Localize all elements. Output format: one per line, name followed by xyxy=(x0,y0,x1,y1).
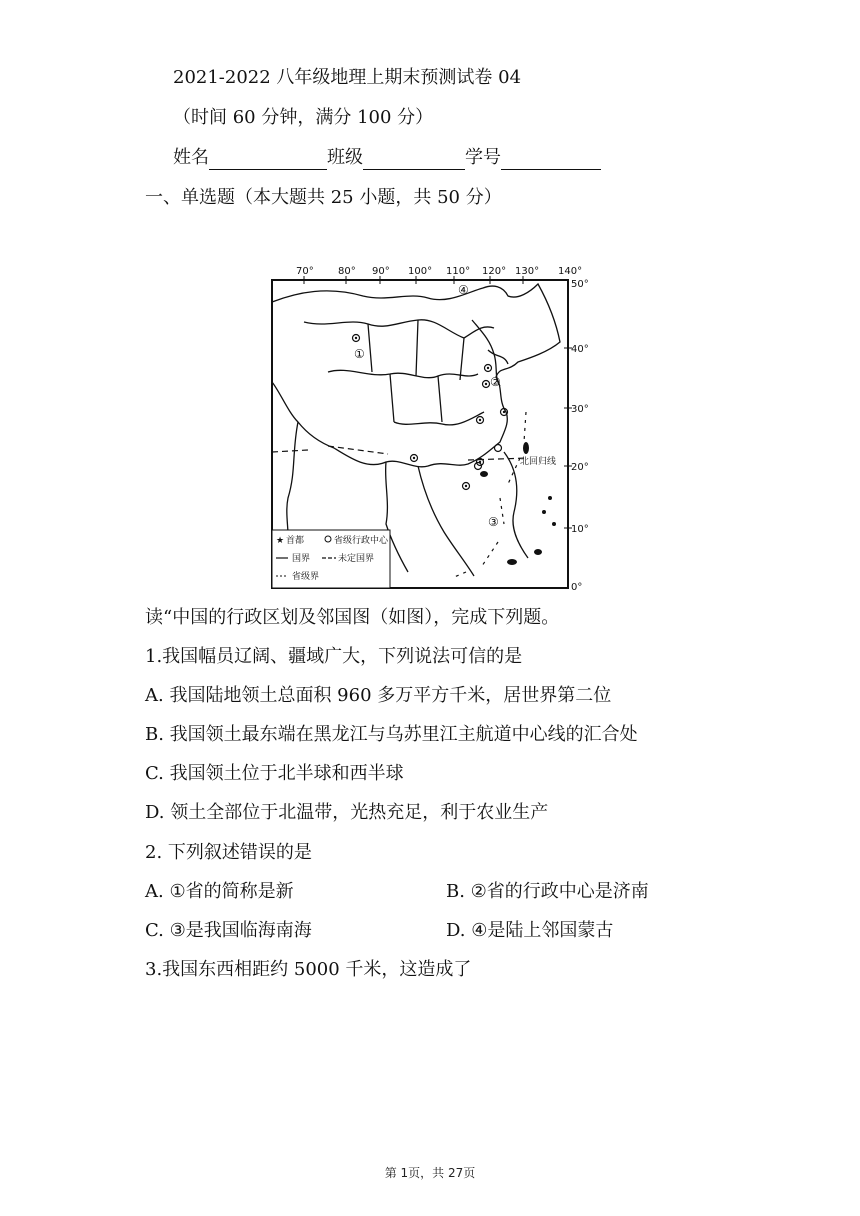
lon-label: 90° xyxy=(372,266,390,277)
map-legend xyxy=(272,530,390,588)
legend-capital-icon: ★ xyxy=(276,536,285,546)
q2-option-d[interactable]: D. ④是陆上邻国蒙古 xyxy=(446,920,614,941)
china-administrative-map xyxy=(268,262,590,592)
tropic-label: 北回归线 xyxy=(520,457,557,467)
paper-subtitle: （时间 60 分钟，满分 100 分） xyxy=(173,107,434,128)
paper-title: 2021-2022 八年级地理上期末预测试卷 04 xyxy=(173,67,522,88)
lat-label: 20° xyxy=(571,462,589,473)
lon-label: 130° xyxy=(515,266,540,277)
class-label: 班级 xyxy=(327,147,363,168)
marker-1: ① xyxy=(354,347,365,361)
lat-label: 30° xyxy=(571,404,589,415)
longitude-labels xyxy=(296,266,582,277)
q1-option-b[interactable]: B. 我国领土最东端在黑龙江与乌苏里江主航道中心线的汇合处 xyxy=(145,724,638,745)
lon-label: 100° xyxy=(408,266,433,277)
marker-3: ③ xyxy=(488,515,499,529)
page-footer: 第 1页，共 27页 xyxy=(384,1166,476,1180)
legend-province: 省级界 xyxy=(292,572,320,582)
lon-label: 140° xyxy=(558,266,583,277)
legend-provincial: 省级行政中心 xyxy=(334,536,389,546)
lon-label: 120° xyxy=(482,266,507,277)
q1-stem: 1.我国幅员辽阔、疆域广大，下列说法可信的是 xyxy=(145,646,523,667)
q2-option-c[interactable]: C. ③是我国临海南海 xyxy=(145,920,312,941)
lat-label: 10° xyxy=(571,524,589,535)
name-blank[interactable] xyxy=(209,149,327,170)
student-info xyxy=(173,146,601,170)
q1-option-c[interactable]: C. 我国领土位于北半球和西半球 xyxy=(145,763,404,784)
id-label: 学号 xyxy=(465,147,501,168)
name-label: 姓名 xyxy=(173,147,209,168)
lon-label: 70° xyxy=(296,266,314,277)
latitude-labels xyxy=(571,279,589,592)
marker-4: ④ xyxy=(458,283,469,297)
legend-border: 国界 xyxy=(292,554,311,564)
lat-label: 0° xyxy=(571,582,583,592)
marker-2: ② xyxy=(490,375,501,389)
q3-stem: 3.我国东西相距约 5000 千米，这造成了 xyxy=(145,959,472,980)
legend-undetermined: 未定国界 xyxy=(338,554,375,564)
section-title: 一、单选题（本大题共 25 小题，共 50 分） xyxy=(145,187,502,208)
class-blank[interactable] xyxy=(363,149,465,170)
q1-option-d[interactable]: D. 领土全部位于北温带，光热充足，利于农业生产 xyxy=(145,802,549,823)
q1-option-a[interactable]: A. 我国陆地领土总面积 960 多万平方千米，居世界第二位 xyxy=(145,685,612,706)
legend-capital: 首都 xyxy=(286,536,305,546)
q2-stem: 2. 下列叙述错误的是 xyxy=(145,842,312,863)
map-intro: 读“中国的行政区划及邻国图（如图），完成下列题。 xyxy=(145,607,560,628)
id-blank[interactable] xyxy=(501,149,601,170)
lon-label: 80° xyxy=(338,266,356,277)
lat-label: 40° xyxy=(571,344,589,355)
q2-option-a[interactable]: A. ①省的简称是新 xyxy=(145,881,294,902)
q2-option-b[interactable]: B. ②省的行政中心是济南 xyxy=(446,881,649,902)
lat-label: 50° xyxy=(571,279,589,290)
lon-label: 110° xyxy=(446,266,471,277)
